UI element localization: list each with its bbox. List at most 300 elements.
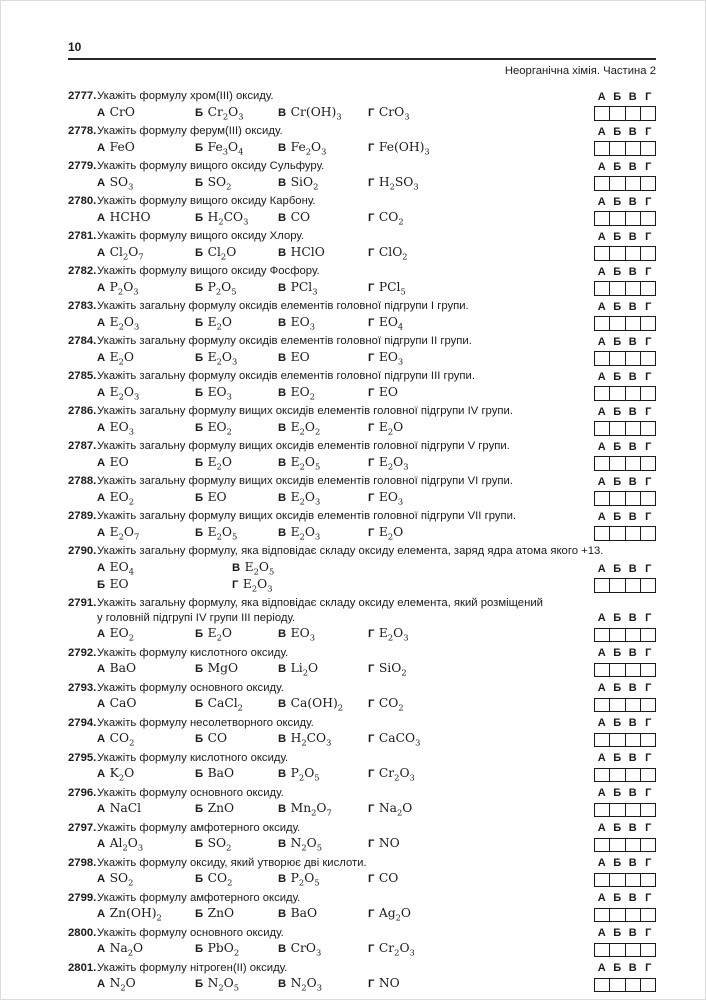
option-letter: В — [278, 526, 287, 539]
option-formula: $CO_2$ — [109, 731, 135, 748]
answer-letter: Б — [613, 335, 622, 348]
answer-letters — [594, 406, 656, 419]
answer-box[interactable] — [640, 141, 656, 156]
option — [195, 975, 278, 992]
option-formula: $E_2O_7$ — [109, 524, 140, 541]
option — [368, 279, 594, 296]
answer-box[interactable] — [594, 351, 610, 366]
answer-box[interactable] — [640, 803, 656, 818]
answer-box[interactable] — [594, 943, 610, 958]
option — [368, 835, 594, 852]
answer-box[interactable] — [594, 663, 610, 678]
answer-box[interactable] — [609, 663, 625, 678]
answer-box[interactable] — [609, 176, 625, 191]
option-letter: Г — [368, 351, 375, 364]
answer-box[interactable] — [594, 526, 610, 541]
answer-box[interactable] — [625, 908, 641, 923]
answer-box[interactable] — [594, 908, 610, 923]
answer-box[interactable] — [640, 526, 656, 541]
options — [68, 349, 594, 366]
answer-box[interactable] — [625, 351, 641, 366]
option-letter: А — [97, 106, 106, 119]
option-letter: В — [278, 698, 287, 710]
option — [195, 870, 278, 887]
question-text: 2788.Укажіть загальну формулу вищих оксидів елементів головної підгрупи VI групи. — [68, 475, 513, 487]
option-formula: $Al_2O_3$ — [109, 836, 144, 853]
answer-letter: А — [597, 160, 606, 173]
option-formula: HClO — [290, 244, 325, 259]
question-number: 2796. — [68, 786, 97, 799]
question-number: 2784. — [68, 335, 97, 347]
option-formula: PCl$_3$ — [290, 279, 318, 296]
option-formula: HCHO — [109, 209, 151, 224]
answer-boxes — [594, 943, 656, 958]
question-number: 2778. — [68, 125, 97, 137]
answer-box[interactable] — [625, 663, 641, 678]
option-formula: NaCl — [109, 801, 142, 815]
option — [368, 625, 594, 642]
answer-letter: Г — [645, 927, 652, 939]
question — [68, 159, 656, 191]
answer-box[interactable] — [609, 803, 625, 818]
answer-box[interactable] — [625, 768, 641, 783]
option-letter: Г — [368, 978, 375, 990]
answer-box[interactable] — [609, 628, 625, 643]
option — [278, 660, 368, 677]
option-formula: SiO$_2$ — [378, 661, 407, 678]
answer-letter: А — [597, 335, 606, 348]
answer-boxes — [594, 578, 656, 593]
option-letter: А — [97, 176, 106, 189]
answer-box[interactable] — [609, 733, 625, 748]
answer-box[interactable] — [609, 943, 625, 958]
answer-letter: А — [597, 892, 606, 904]
answer-box[interactable] — [625, 281, 641, 296]
answer-letters — [594, 752, 656, 765]
header-title: Неорганічна хімія. Частина 2 — [504, 65, 656, 77]
option-letter: В — [278, 246, 287, 259]
option-letter: Б — [195, 421, 204, 434]
answer-box[interactable] — [640, 316, 656, 331]
question — [68, 544, 656, 593]
option — [368, 384, 594, 401]
question-number: 2793. — [68, 681, 97, 694]
options — [68, 454, 594, 471]
question-text: 2787.Укажіть загальну формулу вищих оксидів елементів головної підгрупи V групи. — [68, 440, 510, 452]
option-letter: А — [97, 733, 106, 745]
options — [68, 559, 594, 576]
option — [368, 660, 594, 677]
answer-letter: Г — [645, 230, 652, 243]
answer-box[interactable] — [640, 908, 656, 923]
answer-box[interactable] — [609, 768, 625, 783]
answer-letter: В — [628, 787, 637, 799]
option-formula: BaO — [109, 661, 137, 675]
options — [68, 695, 594, 712]
answer-box[interactable] — [625, 803, 641, 818]
option-letter: Г — [368, 733, 375, 745]
answer-box[interactable] — [640, 698, 656, 713]
answer-box[interactable] — [640, 351, 656, 366]
option — [368, 800, 594, 817]
answer-letter: А — [597, 857, 606, 869]
option-letter: А — [97, 943, 106, 955]
option-formula: $Li_2O$ — [290, 661, 319, 678]
question-text: 2780.Укажіть формулу вищого оксиду Карбону. — [68, 195, 316, 207]
answer-box[interactable] — [609, 491, 625, 506]
answer-letters — [594, 612, 656, 625]
option-formula: $E_2O_3$ — [290, 524, 321, 541]
option-letter: Г — [368, 456, 375, 469]
option — [368, 730, 594, 747]
answer-letters — [594, 927, 656, 940]
option-letter: В — [278, 978, 287, 990]
question-text: 2800.Укажіть формулу основного оксиду. — [68, 926, 284, 939]
answer-box[interactable] — [609, 281, 625, 296]
answer-box[interactable] — [609, 386, 625, 401]
option-letter: А — [97, 978, 106, 990]
answer-box[interactable] — [609, 106, 625, 121]
answer-letter: А — [597, 230, 606, 243]
question — [68, 681, 656, 713]
answer-box[interactable] — [625, 106, 641, 121]
answer-box[interactable] — [640, 978, 656, 993]
option-formula: CrO$_3$ — [378, 104, 410, 121]
answer-box[interactable] — [640, 628, 656, 643]
answer-box[interactable] — [609, 456, 625, 471]
option-formula: $EO_3$ — [109, 419, 134, 436]
option-formula: $Cr(OH)_3$ — [290, 104, 342, 121]
options — [68, 209, 594, 226]
option-formula: $EO_2$ — [109, 489, 134, 506]
answer-box[interactable] — [594, 628, 610, 643]
question-number: 2800. — [68, 926, 97, 939]
option-formula: $CO_2$ — [207, 871, 233, 888]
answer-letter: Б — [613, 475, 622, 488]
option — [195, 279, 278, 296]
option-formula: CaCO$_3$ — [378, 731, 421, 748]
answer-box[interactable] — [625, 873, 641, 888]
answer-letter: В — [628, 682, 637, 694]
option-formula: $EO_4$ — [378, 314, 404, 331]
answer-box[interactable] — [594, 141, 610, 156]
answer-boxes — [594, 456, 656, 471]
answer-box[interactable] — [625, 978, 641, 993]
answer-box[interactable] — [609, 526, 625, 541]
question-number: 2792. — [68, 646, 97, 659]
answer-box[interactable] — [609, 978, 625, 993]
question-text: 2781.Укажіть формулу вищого оксиду Хлору. — [68, 230, 305, 242]
answer-box[interactable] — [594, 491, 610, 506]
question — [68, 509, 656, 541]
answer-letter: Б — [613, 857, 622, 869]
options — [68, 870, 594, 887]
answer-box[interactable] — [625, 211, 641, 226]
option — [195, 349, 278, 366]
answer-letter: А — [597, 682, 606, 694]
option-formula: NO — [378, 836, 400, 850]
option-formula: SiO$_2$ — [290, 174, 319, 191]
answer-box[interactable] — [609, 578, 625, 593]
answer-letters — [594, 126, 656, 139]
option-letter: Г — [368, 281, 375, 294]
answer-box[interactable] — [640, 106, 656, 121]
question-text: 2778.Укажіть формулу ферум(III) оксиду. — [68, 125, 283, 137]
option-letter: Г — [368, 873, 375, 885]
option-formula: BaO — [207, 766, 235, 780]
answer-letter: Б — [613, 752, 622, 764]
answer-box[interactable] — [640, 491, 656, 506]
option — [97, 870, 195, 887]
option-letter: В — [278, 316, 287, 329]
answer-box[interactable] — [594, 211, 610, 226]
answer-box[interactable] — [594, 176, 610, 191]
answer-box[interactable] — [594, 698, 610, 713]
answer-box[interactable] — [625, 316, 641, 331]
option — [97, 835, 195, 852]
answer-box[interactable] — [640, 663, 656, 678]
option-formula: $E_2O_5$ — [244, 559, 275, 576]
answer-box[interactable] — [594, 281, 610, 296]
option-letter: В — [232, 561, 241, 574]
option — [368, 349, 594, 366]
answer-box[interactable] — [640, 246, 656, 261]
answer-letters — [594, 787, 656, 800]
option-letter: Г — [368, 838, 375, 850]
answer-box[interactable] — [640, 281, 656, 296]
question-text: 2797.Укажіть формулу амфотерного оксиду. — [68, 821, 301, 834]
answer-letter: Б — [613, 510, 622, 523]
answer-box[interactable] — [594, 803, 610, 818]
answer-box[interactable] — [594, 456, 610, 471]
option-formula: ZnO — [207, 801, 235, 815]
option — [278, 384, 368, 401]
answer-box[interactable] — [640, 873, 656, 888]
option — [195, 940, 278, 957]
answer-letter: Г — [645, 440, 652, 453]
option-formula: $E_2O$ — [378, 419, 404, 436]
option — [97, 454, 195, 471]
option-letter: Г — [368, 141, 375, 154]
answer-box[interactable] — [625, 176, 641, 191]
option-formula: $Zn(OH)_2$ — [109, 906, 162, 923]
answer-box[interactable] — [594, 873, 610, 888]
answer-box[interactable] — [640, 943, 656, 958]
answer-letter: А — [597, 405, 606, 418]
answer-letter: Б — [613, 195, 622, 208]
answer-letter: Г — [645, 90, 652, 103]
answer-box[interactable] — [625, 246, 641, 261]
answer-letter: Г — [645, 300, 652, 313]
option-formula: $EO_2$ — [290, 384, 315, 401]
answer-boxes — [594, 141, 656, 156]
answer-box[interactable] — [640, 838, 656, 853]
answer-box[interactable] — [594, 421, 610, 436]
option-formula: $E_2O$ — [207, 314, 232, 331]
answer-letter: В — [628, 510, 637, 523]
option — [97, 279, 195, 296]
question-text: 2779.Укажіть формулу вищого оксиду Сульфуру. — [68, 160, 325, 172]
answer-box[interactable] — [640, 578, 656, 593]
option-formula: EO — [109, 454, 129, 469]
option-letter: Г — [368, 211, 375, 224]
option — [195, 695, 278, 712]
answer-box[interactable] — [594, 316, 610, 331]
answer-letter: Г — [645, 857, 652, 869]
answer-box[interactable] — [625, 141, 641, 156]
option-letter: А — [97, 456, 106, 469]
option-letter: Г — [368, 316, 375, 329]
answer-box[interactable] — [609, 141, 625, 156]
option-formula: $E_2O$ — [109, 349, 134, 366]
question-text: 2801.Укажіть формулу нітроген(II) оксиду. — [68, 961, 288, 974]
answer-box[interactable] — [609, 246, 625, 261]
answer-box[interactable] — [640, 176, 656, 191]
option-formula: $E_2O_3$ — [109, 314, 140, 331]
options — [68, 174, 594, 191]
option-letter: Г — [368, 421, 375, 434]
answer-box[interactable] — [609, 908, 625, 923]
answer-box[interactable] — [640, 456, 656, 471]
option-letter: Г — [368, 628, 375, 640]
answer-box[interactable] — [594, 768, 610, 783]
option-formula: $E_2O_3$ — [378, 626, 409, 643]
answer-letter: Б — [613, 682, 622, 694]
answer-letter: Б — [613, 230, 622, 243]
answer-box[interactable] — [625, 578, 641, 593]
answer-box[interactable] — [625, 386, 641, 401]
answer-box[interactable] — [640, 733, 656, 748]
question-text: 2791.Укажіть загальну формулу, яка відповідає складу оксиду елемента, який розміщений — [68, 597, 543, 609]
option-letter: Б — [195, 698, 204, 710]
answer-box[interactable] — [625, 838, 641, 853]
option-formula: $E_2O_2$ — [290, 419, 321, 436]
answer-box[interactable] — [625, 733, 641, 748]
answer-box[interactable] — [625, 698, 641, 713]
option-letter: А — [97, 628, 106, 640]
answer-boxes — [594, 628, 656, 643]
option-formula: $SO_2$ — [207, 836, 232, 853]
option-formula: $N_2O_5$ — [290, 836, 323, 853]
option-letter: Г — [368, 908, 375, 920]
options — [68, 765, 594, 782]
option-letter: А — [97, 873, 106, 885]
option — [368, 765, 594, 782]
answer-box[interactable] — [640, 768, 656, 783]
option-letter: Б — [195, 803, 204, 815]
answer-box[interactable] — [640, 386, 656, 401]
answer-letter: А — [597, 787, 606, 799]
option — [195, 209, 278, 226]
answer-letter: А — [597, 300, 606, 313]
option-formula: $N_2O_5$ — [207, 976, 239, 993]
option — [195, 419, 278, 436]
option — [97, 174, 195, 191]
option — [278, 765, 368, 782]
question — [68, 369, 656, 401]
answer-box[interactable] — [625, 526, 641, 541]
question-text: у головній підгрупі IV групи III періоду. — [97, 611, 296, 624]
option-formula: $P_2O_5$ — [290, 766, 320, 783]
answer-letter: В — [628, 370, 637, 383]
answer-box[interactable] — [594, 978, 610, 993]
option-formula: $EO_3$ — [290, 626, 315, 643]
answer-box[interactable] — [609, 351, 625, 366]
answer-box[interactable] — [609, 421, 625, 436]
answer-box[interactable] — [625, 421, 641, 436]
answer-boxes — [594, 768, 656, 783]
answer-box[interactable] — [609, 316, 625, 331]
option — [195, 454, 278, 471]
answer-box[interactable] — [609, 211, 625, 226]
answer-box[interactable] — [594, 106, 610, 121]
answer-box[interactable] — [609, 698, 625, 713]
answer-letter: Б — [613, 822, 622, 834]
answer-box[interactable] — [640, 211, 656, 226]
option — [195, 835, 278, 852]
option-formula: $E_2O_3$ — [378, 454, 409, 471]
answer-box[interactable] — [594, 838, 610, 853]
answer-box[interactable] — [594, 578, 610, 593]
option — [97, 576, 232, 593]
answer-box[interactable] — [625, 491, 641, 506]
option — [368, 454, 594, 471]
question — [68, 751, 656, 783]
answer-box[interactable] — [609, 838, 625, 853]
option — [97, 625, 195, 642]
answer-box[interactable] — [625, 456, 641, 471]
option — [97, 559, 232, 576]
option-letter: Б — [195, 386, 204, 399]
option-letter: А — [97, 698, 106, 710]
option-formula: $CO_2$ — [378, 696, 404, 713]
options — [68, 625, 594, 642]
answer-box[interactable] — [594, 386, 610, 401]
option-formula: $E_2O_3$ — [109, 384, 140, 401]
option — [97, 104, 195, 121]
option-formula: $Cl_2O$ — [207, 244, 237, 261]
answer-box[interactable] — [625, 628, 641, 643]
answer-boxes — [594, 106, 656, 121]
option — [195, 730, 278, 747]
option-letter: Б — [195, 106, 204, 119]
answer-box[interactable] — [609, 873, 625, 888]
answer-box[interactable] — [594, 733, 610, 748]
question-text: 2777.Укажіть формулу хром(III) оксиду. — [68, 90, 274, 102]
answer-letters — [594, 441, 656, 454]
option-letter: В — [278, 768, 287, 780]
question-number: 2785. — [68, 370, 97, 382]
option — [195, 174, 278, 191]
option — [97, 975, 195, 992]
option-formula: CO — [378, 871, 399, 885]
answer-letters — [594, 266, 656, 279]
answer-box[interactable] — [640, 421, 656, 436]
question-text: 2798.Укажіть формулу оксиду, який утворює дві кислоти. — [68, 856, 367, 869]
option-letter: Г — [368, 803, 375, 815]
option — [97, 940, 195, 957]
answer-letter: В — [628, 717, 637, 729]
option-letter: В — [278, 803, 287, 815]
options — [68, 905, 594, 922]
header-rule — [68, 58, 656, 60]
answer-box[interactable] — [594, 246, 610, 261]
option-formula: $Cl_2O_7$ — [109, 244, 144, 261]
answer-letters — [594, 511, 656, 524]
answer-box[interactable] — [625, 943, 641, 958]
question — [68, 404, 656, 436]
answer-letters — [594, 91, 656, 104]
